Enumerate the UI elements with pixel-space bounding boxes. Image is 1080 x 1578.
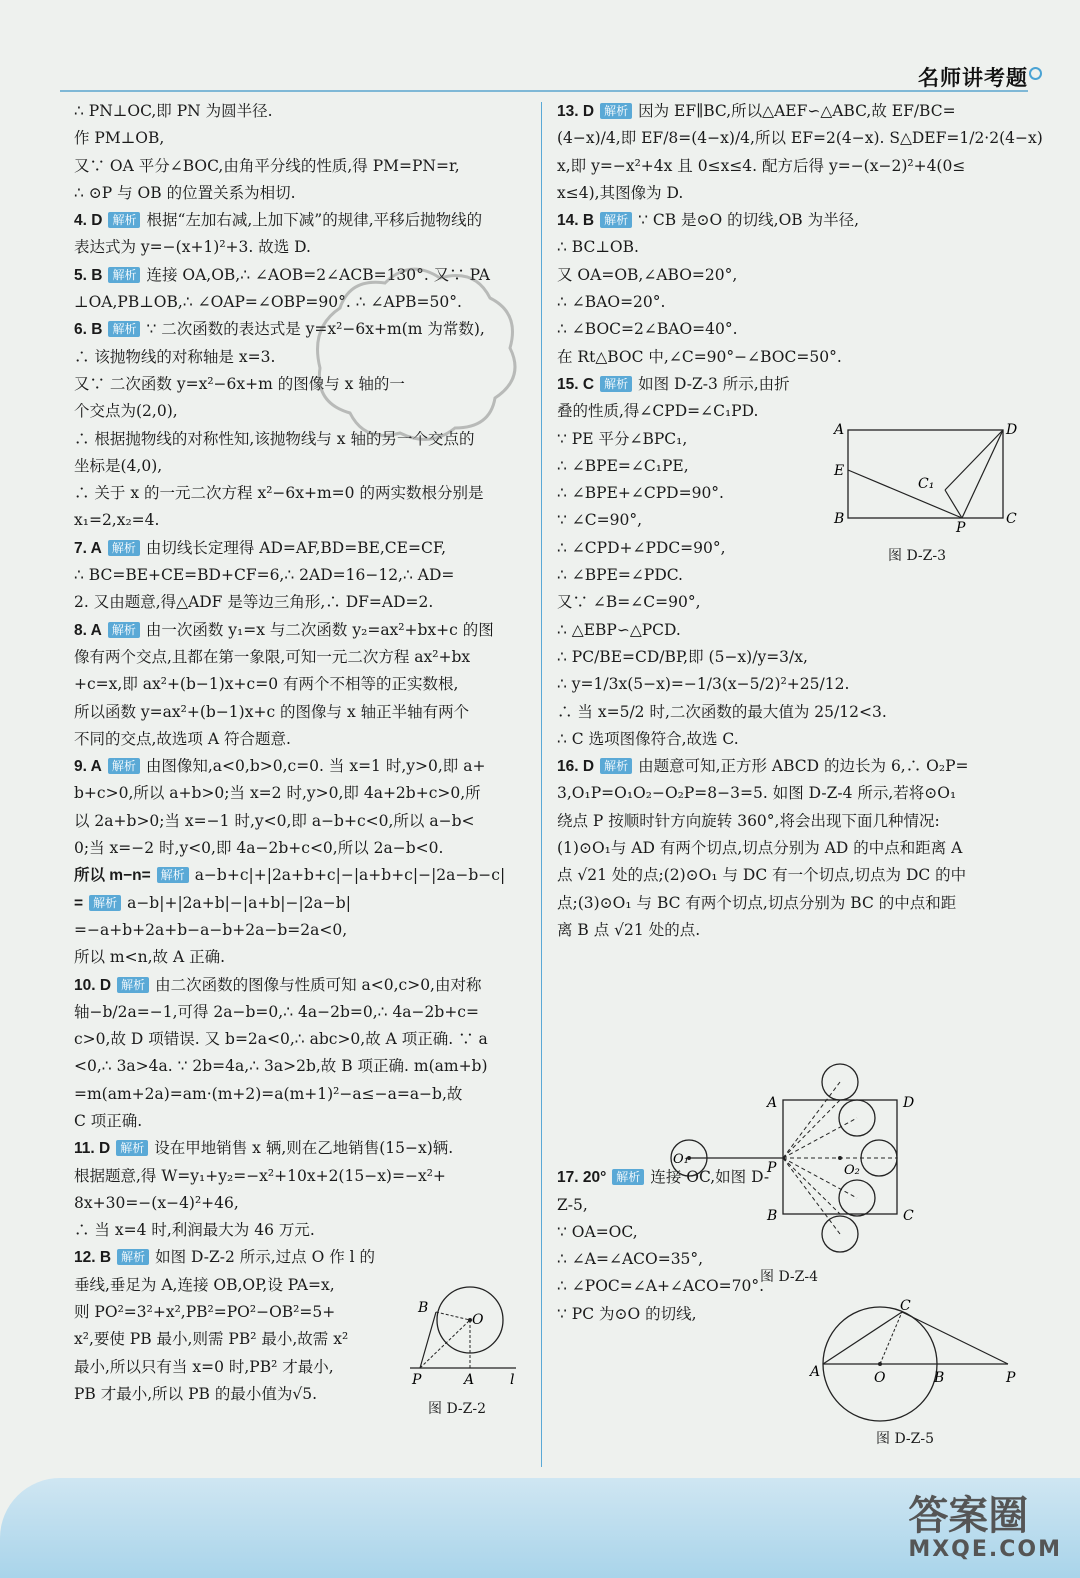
question-number: 16. D: [557, 758, 595, 776]
brand-title: 名师讲考题: [918, 66, 1028, 90]
fig2-label-p: P: [412, 1372, 422, 1388]
fig2-label-o: O: [472, 1312, 484, 1328]
column-divider: [541, 102, 542, 1467]
right-line: ∴ y=1/3x(5−x)=−1/3(x−5/2)²+25/12.: [557, 675, 850, 694]
left-line: [74, 972, 526, 999]
analysis-tag: 解析: [600, 103, 632, 119]
right-line: Z-5,: [557, 1195, 588, 1214]
right-line: [557, 371, 1027, 398]
left-line: 所以 m<n,故 A 正确.: [74, 948, 225, 967]
right-line: ∴ ∠A=∠ACO=35°,: [557, 1250, 704, 1269]
fig5-ac: [823, 1312, 902, 1364]
left-line: 轴−b/2a=−1,可得 2a−b=0,∴ 4a−2b=0,∴ 4a−2b+c=: [74, 1002, 479, 1021]
analysis-tag: 解析: [108, 622, 140, 638]
right-line: 点;(3)⊙O₁ 与 BC 有两个切点,切点分别为 BC 的中点和距: [557, 893, 957, 912]
fig4-ray5: [783, 1100, 840, 1158]
analysis-tag: 解析: [157, 867, 189, 883]
watermark-url: MXQE.COM: [908, 1537, 1062, 1562]
analysis-tag: 解析: [117, 977, 149, 993]
left-line: ∴ BC=BE+CE=BD+CF=6,∴ 2AD=16−12,∴ AD=: [74, 566, 455, 585]
right-line: 点 √21 处的点;(2)⊙O₁ 与 DC 有一个切点,切点为 DC 的中: [557, 866, 967, 885]
right-line: ∵ PE 平分∠BPC₁,: [557, 429, 688, 448]
left-line: 作 PM⊥OB,: [74, 129, 165, 148]
answer-text: 由切线长定理得 AD=AF,BD=BE,CE=CF,: [145, 538, 447, 557]
figure-d-z-5: [808, 1296, 1028, 1426]
left-line: [74, 1135, 526, 1162]
fig4-label-c: C: [903, 1208, 914, 1224]
analysis-tag: 解析: [89, 895, 121, 911]
left-line: =−a+b+2a+b−a−b+2a−b=2a<0,: [74, 920, 348, 939]
left-line: [74, 617, 526, 644]
right-line: 在 Rt△BOC 中,∠C=90°−∠BOC=50°.: [557, 347, 842, 366]
left-line: [74, 862, 526, 889]
right-line: [557, 753, 1027, 780]
fig5-center: [878, 1362, 882, 1366]
left-line: ∴ 关于 x 的一元二次方程 x²−6x+m=0 的两实数根分别是: [74, 484, 484, 503]
fig3-label-c: C: [1006, 511, 1017, 527]
left-line: 所以函数 y=ax²+(b−1)x+c 的图像与 x 轴正半轴有两个: [74, 702, 470, 721]
fig3-label-a: A: [834, 422, 845, 438]
right-line: (1)⊙O₁与 AD 有两个切点,切点分别为 AD 的中点和距离 A: [557, 839, 963, 858]
answer-text: ∵ CB 是⊙O 的切线,OB 为半径,: [638, 211, 860, 230]
analysis-tag: 解析: [600, 212, 632, 228]
analysis-tag: 解析: [108, 267, 140, 283]
left-line: 8x+30=−(x−4)²+46,: [74, 1193, 239, 1212]
right-line: 绕点 P 按顺时针方向旋转 360°,将会出现下面几种情况:: [557, 811, 940, 830]
fig4-label-p: P: [767, 1160, 777, 1176]
figure-d-z-3-caption: 图 D-Z-3: [888, 548, 947, 564]
left-line: 根据题意,得 W=y₁+y₂=−x²+10x+2(15−x)=−x²+: [74, 1166, 446, 1185]
figure-d-z-2-caption: 图 D-Z-2: [428, 1401, 487, 1417]
fig2-label-b: B: [418, 1300, 429, 1316]
fig2-pb: [420, 1312, 436, 1368]
question-number: 15. C: [557, 375, 595, 393]
question-number: =: [74, 894, 84, 912]
watermark-main: 答案圈: [908, 1493, 1029, 1539]
answer-text: 连接 OA,OB,∴ ∠AOB=2∠ACB=130°. 又∵ PA: [146, 265, 490, 284]
figure-d-z-5-caption: 图 D-Z-5: [876, 1431, 935, 1447]
question-number: 9. A: [74, 758, 102, 776]
left-line: 最小,所以只有当 x=0 时,PB² 才最小,: [74, 1357, 334, 1376]
fig2-bo: [436, 1312, 470, 1320]
left-line: C 项正确.: [74, 1111, 143, 1130]
left-line: [74, 535, 526, 562]
analysis-tag: 解析: [108, 758, 140, 774]
fig2-label-l: l: [510, 1372, 515, 1388]
left-line: <0,∴ 3a>4a. ∵ 2b=4a,∴ 3a>2b,故 B 项正确. m(am+b): [74, 1057, 488, 1076]
left-line: 又∵ OA 平分∠BOC,由角平分线的性质,得 PM=PN=r,: [74, 156, 460, 175]
fig3-label-e: E: [834, 463, 845, 479]
left-line: +c=x,即 ax²+(b−1)x+c=0 有两个不相等的正实数根,: [74, 675, 459, 694]
analysis-tag: 解析: [117, 1249, 149, 1265]
right-line: ∴ BC⊥OB.: [557, 238, 639, 257]
fig5-label-p: P: [1006, 1370, 1016, 1386]
question-number: 17. 20°: [557, 1169, 607, 1187]
fig5-cp: [902, 1312, 1008, 1364]
brand-dot-icon: [1029, 67, 1042, 80]
fig4-ray4: [783, 1158, 840, 1234]
left-line: 又∵ 二次函数 y=x²−6x+m 的图像与 x 轴的一: [74, 374, 405, 393]
figure-d-z-3: [830, 418, 1030, 533]
left-line: 个交点为(2,0),: [74, 402, 178, 421]
analysis-tag: 解析: [108, 212, 140, 228]
answer-text: 根据“左加右减,上加下减”的规律,平移后抛物线的: [146, 211, 483, 230]
answer-text: 如图 D-Z-2 所示,过点 O 作 l 的: [155, 1248, 376, 1267]
left-line: PB 才最小,所以 PB 的最小值为√5.: [74, 1384, 318, 1403]
right-line: 3,O₁P=O₁O₂−O₂P=8−3=5. 如图 D-Z-4 所示,若将⊙O₁: [557, 784, 957, 803]
left-line: [74, 207, 526, 234]
answer-text: 设在甲地销售 x 辆,则在乙地销售(15−x)辆.: [154, 1139, 454, 1158]
answer-text: 由一次函数 y₁=x 与二次函数 y₂=ax²+bx+c 的图: [145, 620, 494, 639]
left-line: x₁=2,x₂=4.: [74, 511, 160, 530]
left-line: c>0,故 D 项错误. 又 b=2a<0,∴ abc>0,故 A 项正确. ∵ a: [74, 1030, 488, 1049]
left-line: 2. 又由题意,得△ADF 是等边三角形,∴ DF=AD=2.: [74, 593, 434, 612]
answer-text: 如图 D-Z-3 所示,由折: [638, 374, 790, 393]
fig3-label-b: B: [834, 511, 845, 527]
left-line: b+c>0,所以 a+b>0;当 x=2 时,y>0,即 4a+2b+c>0,所: [74, 784, 481, 803]
question-number: 13. D: [557, 103, 595, 120]
left-line: =m(am+2a)=am·(m+2)=a(m+1)²−a≤−a=a−b,故: [74, 1084, 463, 1103]
fig3-rect: [848, 430, 1003, 518]
fig3-label-p: P: [956, 520, 966, 533]
left-line: ∴ ⊙P 与 OB 的位置关系为相切.: [74, 183, 296, 202]
left-line: 则 PO²=3²+x²,PB²=PO²−OB²=5+: [74, 1303, 336, 1322]
right-line: x≤4),其图像为 D.: [557, 183, 684, 202]
question-number: 4. D: [74, 212, 103, 230]
question-number: 所以 m−n=: [74, 867, 151, 885]
right-line: 又∵ ∠B=∠C=90°,: [557, 593, 701, 612]
right-line: ∴ △EBP∽△PCD.: [557, 620, 681, 639]
question-number: 12. B: [74, 1249, 112, 1267]
right-line: [557, 207, 1027, 234]
right-line: ∴ ∠BPE=∠PDC.: [557, 566, 683, 585]
question-number: 5. B: [74, 266, 103, 284]
fig4-label-d: D: [903, 1095, 915, 1111]
right-line: ∴ ∠BPE=∠C₁PE,: [557, 456, 689, 475]
answer-text: 由二次函数的图像与性质可知 a<0,c>0,由对称: [155, 975, 482, 994]
fig4-o2-dot: [838, 1156, 842, 1160]
question-number: 14. B: [557, 212, 595, 230]
right-line: 叠的性质,得∠CPD=∠C₁PD.: [557, 402, 759, 421]
header-rule: [60, 68, 1028, 92]
fig3-label-d: D: [1006, 422, 1018, 438]
left-line: 表达式为 y=−(x+1)²+3. 故选 D.: [74, 238, 311, 257]
fig2-label-a: A: [464, 1372, 475, 1388]
question-number: 8. A: [74, 621, 102, 639]
right-line: ∵ PC 为⊙O 的切线,: [557, 1304, 697, 1323]
left-line: ∴ 该抛物线的对称轴是 x=3.: [74, 347, 276, 366]
left-line: ∴ PN⊥OC,即 PN 为圆半径.: [74, 102, 273, 120]
fig4-ray6: [783, 1158, 840, 1214]
left-line: 像有两个交点,且都在第一象限,可知一元二次方程 ax²+bx: [74, 647, 471, 666]
right-line: ∴ PC/BE=CD/BP,即 (5−x)/y=3/x,: [557, 647, 808, 666]
left-line: [74, 1244, 526, 1271]
answer-text: a−b+c|+|2a+b+c|−|a+b+c|−|2a−b−c|: [194, 866, 506, 885]
question-number: 6. B: [74, 321, 103, 339]
right-line: (4−x)/4,即 EF/8=(4−x)/4,所以 EF=2(4−x). S△DEF=1/2·2(4−x): [557, 129, 1043, 148]
fig4-ray1: [783, 1082, 840, 1158]
analysis-tag: 解析: [108, 540, 140, 556]
left-line: ⊥OA,PB⊥OB,∴ ∠OAP=∠OBP=90°. ∴ ∠APB=50°.: [74, 293, 462, 312]
fig5-label-a: A: [810, 1364, 821, 1380]
fig4-label-o1: O₁: [673, 1152, 689, 1167]
fig2-po: [420, 1320, 470, 1368]
fig4-label-b: B: [767, 1208, 778, 1224]
figure-d-z-2: [408, 1282, 528, 1392]
figure-d-z-4-caption: 图 D-Z-4: [760, 1269, 819, 1285]
answer-text: 连接 OC,如图 D-: [650, 1168, 770, 1187]
right-line: ∴ ∠POC=∠A+∠ACO=70°.: [557, 1277, 765, 1296]
left-line: 以 2a+b>0;当 x=−1 时,y<0,即 a−b+c<0,所以 a−b<: [74, 811, 475, 830]
analysis-tag: 解析: [612, 1169, 644, 1185]
left-line: ∴ 当 x=4 时,利润最大为 46 万元.: [74, 1221, 315, 1240]
right-line: ∵ ∠C=90°,: [557, 511, 643, 530]
left-line: [74, 890, 526, 917]
fig3-c1d: [945, 430, 1003, 490]
fig4-label-a: A: [767, 1095, 778, 1111]
right-line: ∴ ∠BAO=20°.: [557, 293, 666, 312]
analysis-tag: 解析: [116, 1140, 148, 1156]
left-line: 坐标是(4,0),: [74, 456, 163, 475]
right-line: 又 OA=OB,∠ABO=20°,: [557, 265, 738, 284]
answer-text: a−b|+|2a+b|−|a+b|−|2a−b|: [127, 893, 351, 912]
watermark: [908, 1495, 1062, 1562]
fig5-label-c: C: [900, 1298, 911, 1314]
right-line: ∴ ∠CPD+∠PDC=90°,: [557, 538, 726, 557]
analysis-tag: 解析: [108, 321, 140, 337]
right-line: ∴ 当 x=5/2 时,二次函数的最大值为 25/12<3.: [557, 702, 887, 721]
right-line: x,即 y=−x²+4x 且 0≤x≤4. 配方后得 y=−(x−2)²+4(0≤: [557, 156, 966, 175]
answer-text: 由图像知,a<0,b>0,c=0. 当 x=1 时,y>0,即 a+: [145, 757, 486, 776]
right-line: ∵ OA=OC,: [557, 1222, 638, 1241]
fig4-ray2: [783, 1118, 857, 1158]
left-line: 0;当 x=−2 时,y<0,即 4a−2b+c<0,所以 2a−b<0.: [74, 839, 444, 858]
left-line: ∴ 根据抛物线的对称性知,该抛物线与 x 轴的另一个交点的: [74, 429, 475, 448]
analysis-tag: 解析: [600, 376, 632, 392]
right-line: [557, 98, 1027, 125]
right-line: 离 B 点 √21 处的点.: [557, 920, 701, 939]
right-line: ∴ ∠BPE+∠CPD=90°.: [557, 484, 724, 503]
school-stamp-image: [290, 258, 540, 468]
question-number: 7. A: [74, 539, 102, 557]
left-line: x²,要使 PB 最小,则需 PB² 最小,故需 x²: [74, 1330, 349, 1349]
fig3-label-c1: C₁: [918, 476, 935, 492]
fig5-label-b: B: [934, 1370, 945, 1386]
left-line: 垂线,垂足为 A,连接 OB,OP,设 PA=x,: [74, 1275, 335, 1294]
fig4-label-o2: O₂: [844, 1163, 860, 1178]
answer-text: ∵ 二次函数的表达式是 y=x²−6x+m(m 为常数),: [146, 320, 485, 339]
fig3-ep: [848, 470, 962, 518]
answer-text: 由题意可知,正方形 ABCD 的边长为 6,∴ O₂P=: [638, 757, 969, 776]
answer-text: 因为 EF∥BC,所以△AEF∽△ABC,故 EF/BC=: [638, 102, 956, 120]
left-line: 不同的交点,故选项 A 符合题意.: [74, 729, 291, 748]
fig5-label-o: O: [874, 1370, 886, 1386]
analysis-tag: 解析: [600, 758, 632, 774]
left-line: [74, 753, 526, 780]
right-line: ∴ ∠BOC=2∠BAO=40°.: [557, 320, 738, 339]
figure-d-z-4: [665, 1062, 925, 1254]
question-number: 11. D: [74, 1140, 111, 1158]
fig3-pd: [962, 430, 1003, 518]
question-number: 10. D: [74, 976, 112, 994]
right-line: ∴ C 选项图像符合,故选 C.: [557, 729, 739, 748]
